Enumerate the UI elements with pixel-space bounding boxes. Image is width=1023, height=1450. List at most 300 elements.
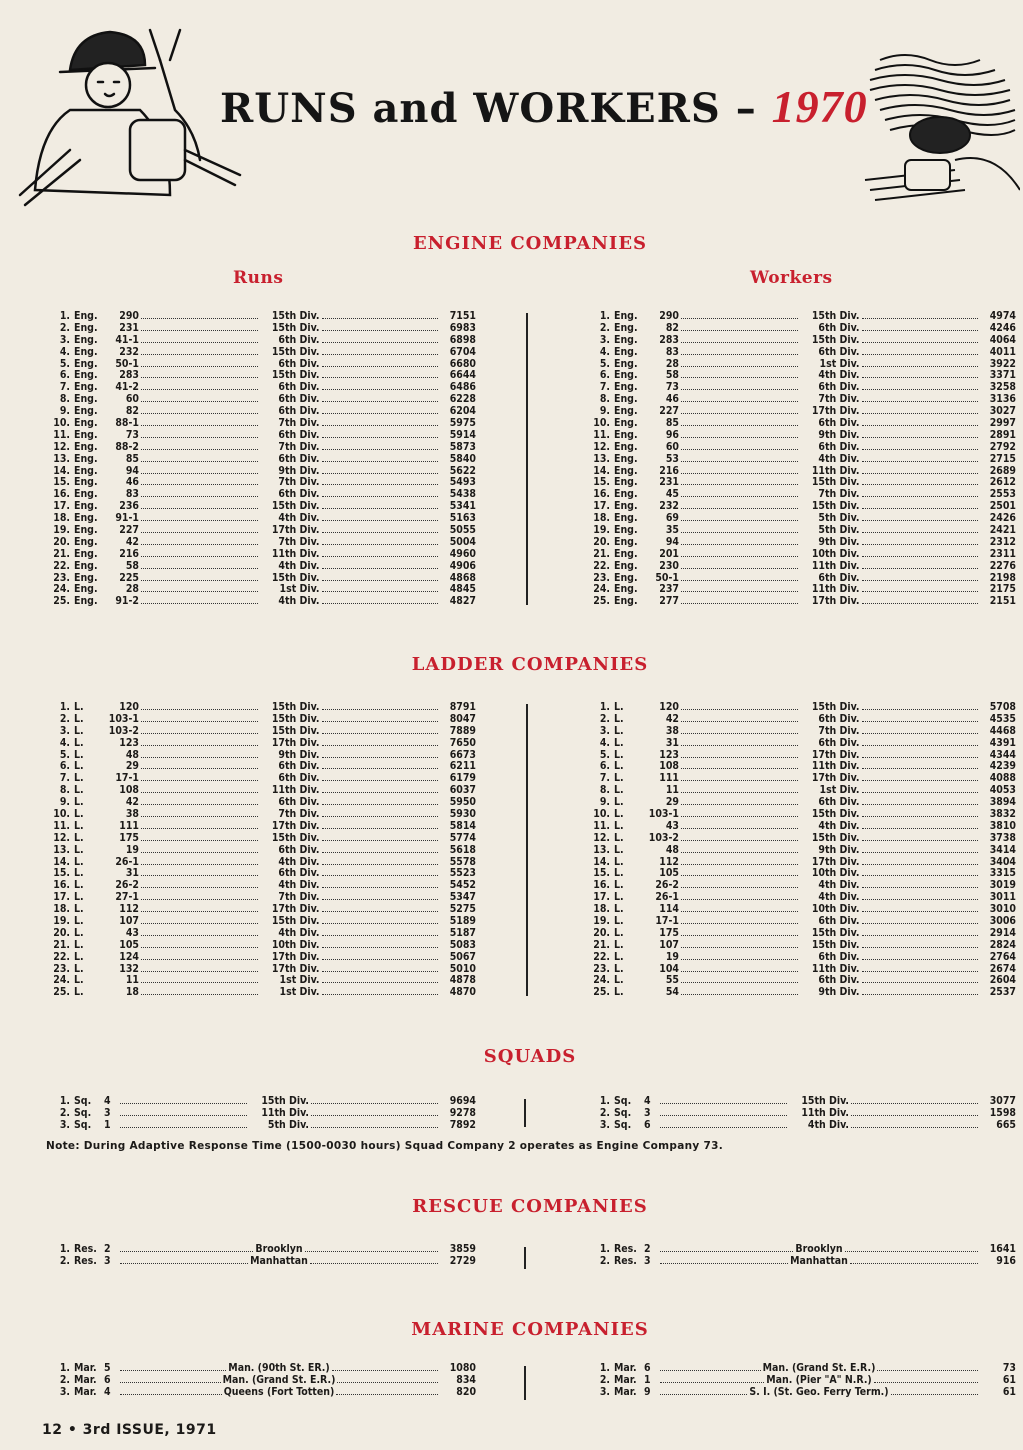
leader-dots [141,318,258,319]
count-cell: 3894 [989,796,1016,809]
company-type-cell: Res. [614,1243,637,1255]
company-type-cell: L. [614,879,624,892]
table-row [586,382,1016,394]
leader-dots [322,982,439,983]
division-cell: 7th Div. [278,535,320,548]
table-row [46,868,476,880]
count-cell: 2553 [989,488,1016,501]
division-cell: 5th Div. [267,1118,309,1131]
company-type-cell: L. [614,784,624,797]
leader-dots [681,804,798,805]
division-cell: 17th Div. [811,595,860,608]
count-cell: 3404 [989,855,1016,868]
division-cell: 4th Div. [818,891,860,904]
rank-cell: 3. [599,333,610,346]
rank-cell: 11. [53,819,70,832]
leader-dots [862,899,979,900]
leader-dots [681,745,798,746]
table-row [586,880,1016,892]
company-number-cell: 50-1 [115,357,139,370]
division-cell: 6th Div. [278,760,320,773]
leader-dots [862,568,979,569]
leader-dots [141,816,258,817]
rank-cell: 12. [593,440,610,453]
division-cell: 15th Div. [271,915,320,928]
leader-dots [141,413,258,414]
rank-cell: 9. [599,405,610,418]
firefighter-in-smoke-icon [845,40,1020,210]
table-row [46,549,476,561]
company-number-cell: 73 [125,428,139,441]
table-row [46,382,476,394]
rank-cell: 2. [59,1254,70,1267]
leader-dots [322,923,439,924]
leader-dots [862,556,979,557]
company-type-cell: Eng. [614,476,638,489]
table-row [46,513,476,525]
leader-dots [681,852,798,853]
table-row [46,964,476,976]
table-row [586,513,1016,525]
company-number-cell: 85 [665,417,679,430]
count-cell: 7889 [449,724,476,737]
rank-cell: 8. [59,784,70,797]
division-cell: 4th Div. [818,452,860,465]
company-type-cell: L. [74,986,84,999]
leader-dots [322,911,439,912]
count-cell: 834 [456,1373,476,1386]
leader-dots [851,1115,978,1116]
company-number-cell: 4 [104,1095,111,1107]
leader-dots [120,1394,222,1395]
leader-dots [862,473,979,474]
company-number-cell: 108 [119,784,139,797]
table-row [586,892,1016,904]
leader-dots [141,745,258,746]
rank-cell: 16. [53,879,70,892]
division-cell: 4th Div. [278,855,320,868]
count-cell: 3019 [989,879,1016,892]
rank-cell: 9. [59,405,70,418]
rank-cell: 3. [599,1118,610,1131]
leader-dots [141,757,258,758]
company-type-cell: Eng. [74,571,98,584]
leader-dots [862,768,979,769]
leader-dots [322,413,439,414]
count-cell: 2612 [989,476,1016,489]
company-number-cell: 38 [665,724,679,737]
rank-cell: 5. [599,357,610,370]
division-cell: 1st Div. [819,784,860,797]
leader-dots [681,425,798,426]
leader-dots [862,816,979,817]
leader-dots [322,768,439,769]
count-cell: 5010 [449,962,476,975]
leader-dots [862,828,979,829]
company-type-cell: Eng. [614,500,638,513]
division-cell: 4th Div. [278,926,320,939]
leader-dots [141,366,258,367]
leader-dots [322,721,439,722]
count-cell: 73 [1002,1362,1016,1374]
ladder-runs-table [46,702,476,999]
leader-dots [845,1251,978,1252]
company-number-cell: 19 [665,950,679,963]
division-cell: 6th Div. [818,796,860,809]
rank-cell: 1. [59,1243,70,1255]
division-cell: 15th Div. [811,476,860,489]
leader-dots [660,1263,788,1264]
count-cell: 5341 [449,500,476,513]
division-cell: 10th Div. [811,867,860,880]
division-cell: 5th Div. [818,512,860,525]
rank-cell: 5. [59,357,70,370]
rank-cell: 16. [593,488,610,501]
leader-dots [862,780,979,781]
company-number-cell: 96 [665,428,679,441]
company-type-cell: Eng. [614,310,638,322]
company-type-cell: Eng. [74,583,98,596]
company-type-cell: Sq. [74,1095,92,1107]
company-type-cell: L. [614,843,624,856]
count-cell: 4845 [449,583,476,596]
rank-cell: 24. [53,974,70,987]
company-type-cell: Eng. [74,417,98,430]
company-type-cell: L. [614,760,624,773]
rank-cell: 21. [593,547,610,560]
rank-cell: 1. [599,1362,610,1374]
company-type-cell: L. [74,784,84,797]
rank-cell: 3. [599,724,610,737]
leader-dots [862,413,979,414]
leader-dots [681,437,798,438]
count-cell: 2426 [989,512,1016,525]
company-number-cell: 1 [104,1118,111,1131]
leader-dots [862,532,979,533]
company-number-cell: 17-1 [655,915,679,928]
company-number-cell: 216 [119,547,139,560]
count-cell: 665 [996,1118,1016,1131]
leader-dots [322,354,439,355]
leader-dots [681,591,798,592]
table-row [586,370,1016,382]
leader-dots [862,887,979,888]
rank-cell: 5. [599,748,610,761]
division-cell: 5th Div. [818,524,860,537]
count-cell: 61 [1002,1373,1016,1386]
table-row [46,418,476,430]
count-cell: 5275 [449,903,476,916]
company-type-cell: L. [614,903,624,916]
leader-dots [141,899,258,900]
count-cell: 61 [1002,1385,1016,1398]
division-cell: 6th Div. [278,843,320,856]
division-cell: 6th Div. [278,405,320,418]
leader-dots [681,947,798,948]
leader-dots [862,520,979,521]
division-cell: 7th Div. [278,476,320,489]
company-number-cell: 6 [644,1118,651,1131]
count-cell: 6898 [449,333,476,346]
rank-cell: 12. [593,831,610,844]
count-cell: 3077 [989,1095,1016,1107]
rank-cell: 23. [593,571,610,584]
table-row [46,761,476,773]
company-number-cell: 31 [125,867,139,880]
division-cell: 6th Div. [818,571,860,584]
rank-cell: 10. [593,808,610,821]
leader-dots [660,1382,764,1383]
division-cell: 7th Div. [818,724,860,737]
count-cell: 6486 [449,381,476,394]
division-cell: Manhattan [250,1254,308,1267]
leader-dots [322,461,439,462]
rank-cell: 20. [53,535,70,548]
division-cell: 17th Div. [811,405,860,418]
count-cell: 4468 [989,724,1016,737]
rank-cell: 7. [599,381,610,394]
table-row [586,347,1016,359]
company-type-cell: L. [74,808,84,821]
leader-dots [141,354,258,355]
leader-dots [120,1127,247,1128]
leader-dots [141,556,258,557]
company-number-cell: 26-2 [115,879,139,892]
rank-cell: 15. [53,867,70,880]
table-row [46,857,476,869]
table-row [586,584,1016,596]
division-cell: 15th Div. [271,571,320,584]
table-row [586,561,1016,573]
company-type-cell: L. [614,891,624,904]
table-row [46,335,476,347]
table-row [46,880,476,892]
division-cell: 11th Div. [271,547,320,560]
division-cell: 6th Div. [818,712,860,725]
company-type-cell: Eng. [614,357,638,370]
division-cell: 11th Div. [811,760,860,773]
count-cell: 1641 [989,1243,1016,1255]
division-cell: 6th Div. [278,796,320,809]
company-type-cell: Eng. [614,333,638,346]
leader-dots [862,580,979,581]
table-row [46,1108,476,1120]
table-row [586,466,1016,478]
division-cell: 15th Div. [811,310,860,322]
division-cell: 15th Div. [271,500,320,513]
rank-cell: 20. [53,926,70,939]
count-cell: 4906 [449,559,476,572]
rank-cell: 5. [59,748,70,761]
table-row [46,501,476,513]
company-type-cell: L. [74,772,84,785]
rank-cell: 10. [593,417,610,430]
company-type-cell: Res. [74,1254,97,1267]
division-cell: 6th Div. [278,772,320,785]
company-number-cell: 58 [665,369,679,382]
rank-cell: 17. [593,500,610,513]
count-cell: 5975 [449,417,476,430]
count-cell: 5055 [449,524,476,537]
leader-dots [681,544,798,545]
company-type-cell: Eng. [614,571,638,584]
table-row [46,1120,476,1132]
leader-dots [322,508,439,509]
table-row [586,738,1016,750]
leader-dots [120,1370,226,1371]
leader-dots [862,804,979,805]
leader-dots [681,473,798,474]
table-row [586,454,1016,466]
count-cell: 4344 [989,748,1016,761]
count-cell: 3832 [989,808,1016,821]
company-number-cell: 26-1 [655,891,679,904]
rank-cell: 18. [53,512,70,525]
count-cell: 4827 [449,595,476,608]
leader-dots [681,780,798,781]
company-number-cell: 94 [125,464,139,477]
title-year: 1970 [771,81,868,132]
leader-dots [322,473,439,474]
rank-cell: 1. [599,1243,610,1255]
leader-dots [310,1263,438,1264]
table-row [586,525,1016,537]
company-number-cell: 94 [665,535,679,548]
table-row [46,406,476,418]
company-type-cell: Eng. [614,535,638,548]
company-number-cell: 236 [119,500,139,513]
leader-dots [322,959,439,960]
division-cell: 6th Div. [818,915,860,928]
company-number-cell: 35 [665,524,679,537]
leader-dots [862,864,979,865]
firefighter-with-hose-icon [10,10,250,210]
count-cell: 2689 [989,464,1016,477]
company-type-cell: Mar. [74,1373,97,1386]
company-number-cell: 6 [104,1373,111,1386]
leader-dots [660,1115,787,1116]
company-number-cell: 18 [125,986,139,999]
table-row [46,466,476,478]
table-row [586,940,1016,952]
workers-subhead: Workers [750,268,833,288]
count-cell: 5163 [449,512,476,525]
company-type-cell: Eng. [74,512,98,525]
leader-dots [862,971,979,972]
rank-cell: 2. [59,321,70,334]
leader-dots [681,568,798,569]
table-row [46,809,476,821]
rank-cell: 22. [593,559,610,572]
leader-dots [120,1263,248,1264]
division-cell: 17th Div. [271,819,320,832]
table-row [586,845,1016,857]
rank-cell: 25. [53,986,70,999]
company-number-cell: 123 [119,736,139,749]
rank-cell: 3. [59,1118,70,1131]
rank-cell: 4. [59,345,70,358]
ladder-heading: LADDER COMPANIES [411,654,649,675]
division-cell: 6th Div. [278,867,320,880]
division-cell: 1st Div. [279,986,320,999]
rank-cell: 14. [53,855,70,868]
company-number-cell: 232 [659,500,679,513]
company-type-cell: L. [614,796,624,809]
division-cell: 10th Div. [271,938,320,951]
leader-dots [862,875,979,876]
table-row [586,573,1016,585]
leader-dots [850,1263,978,1264]
division-cell: 7th Div. [278,891,320,904]
leader-dots [141,580,258,581]
count-cell: 3315 [989,867,1016,880]
company-type-cell: Eng. [74,428,98,441]
company-type-cell: Eng. [74,500,98,513]
company-number-cell: 42 [125,535,139,548]
company-number-cell: 82 [125,405,139,418]
table-row [46,821,476,833]
company-number-cell: 103-1 [648,808,679,821]
company-number-cell: 31 [665,736,679,749]
leader-dots [862,461,979,462]
company-type-cell: Eng. [614,369,638,382]
company-type-cell: L. [74,819,84,832]
table-row [46,975,476,987]
rank-cell: 2. [59,1373,70,1386]
company-number-cell: 28 [665,357,679,370]
count-cell: 5187 [449,926,476,939]
count-cell: 5930 [449,808,476,821]
division-cell: 6th Div. [278,333,320,346]
company-number-cell: 50-1 [655,571,679,584]
company-number-cell: 41-2 [115,381,139,394]
company-type-cell: Mar. [614,1362,637,1374]
division-cell: 7th Div. [278,808,320,821]
division-cell: 15th Div. [271,701,320,713]
table-row [586,821,1016,833]
table-row [46,1256,476,1268]
company-number-cell: 83 [665,345,679,358]
count-cell: 4246 [989,321,1016,334]
division-cell: 4th Div. [818,819,860,832]
division-cell: 4th Div. [278,559,320,572]
company-number-cell: 120 [119,701,139,713]
leader-dots [862,354,979,355]
leader-dots [681,971,798,972]
leader-dots [862,366,979,367]
table-row [46,359,476,371]
engine-runs-table [46,311,476,608]
company-number-cell: 124 [119,950,139,963]
count-cell: 5347 [449,891,476,904]
leader-dots [862,318,979,319]
table-row [46,573,476,585]
rank-cell: 8. [59,393,70,406]
company-type-cell: Eng. [74,369,98,382]
division-cell: 4th Div. [807,1118,849,1131]
table-row [46,892,476,904]
leader-dots [681,887,798,888]
count-cell: 3258 [989,381,1016,394]
company-type-cell: L. [614,736,624,749]
company-type-cell: Res. [614,1254,637,1267]
company-type-cell: L. [74,879,84,892]
rank-cell: 11. [593,819,610,832]
leader-dots [141,887,258,888]
leader-dots [681,899,798,900]
table-row [586,418,1016,430]
table-row [46,1387,476,1399]
